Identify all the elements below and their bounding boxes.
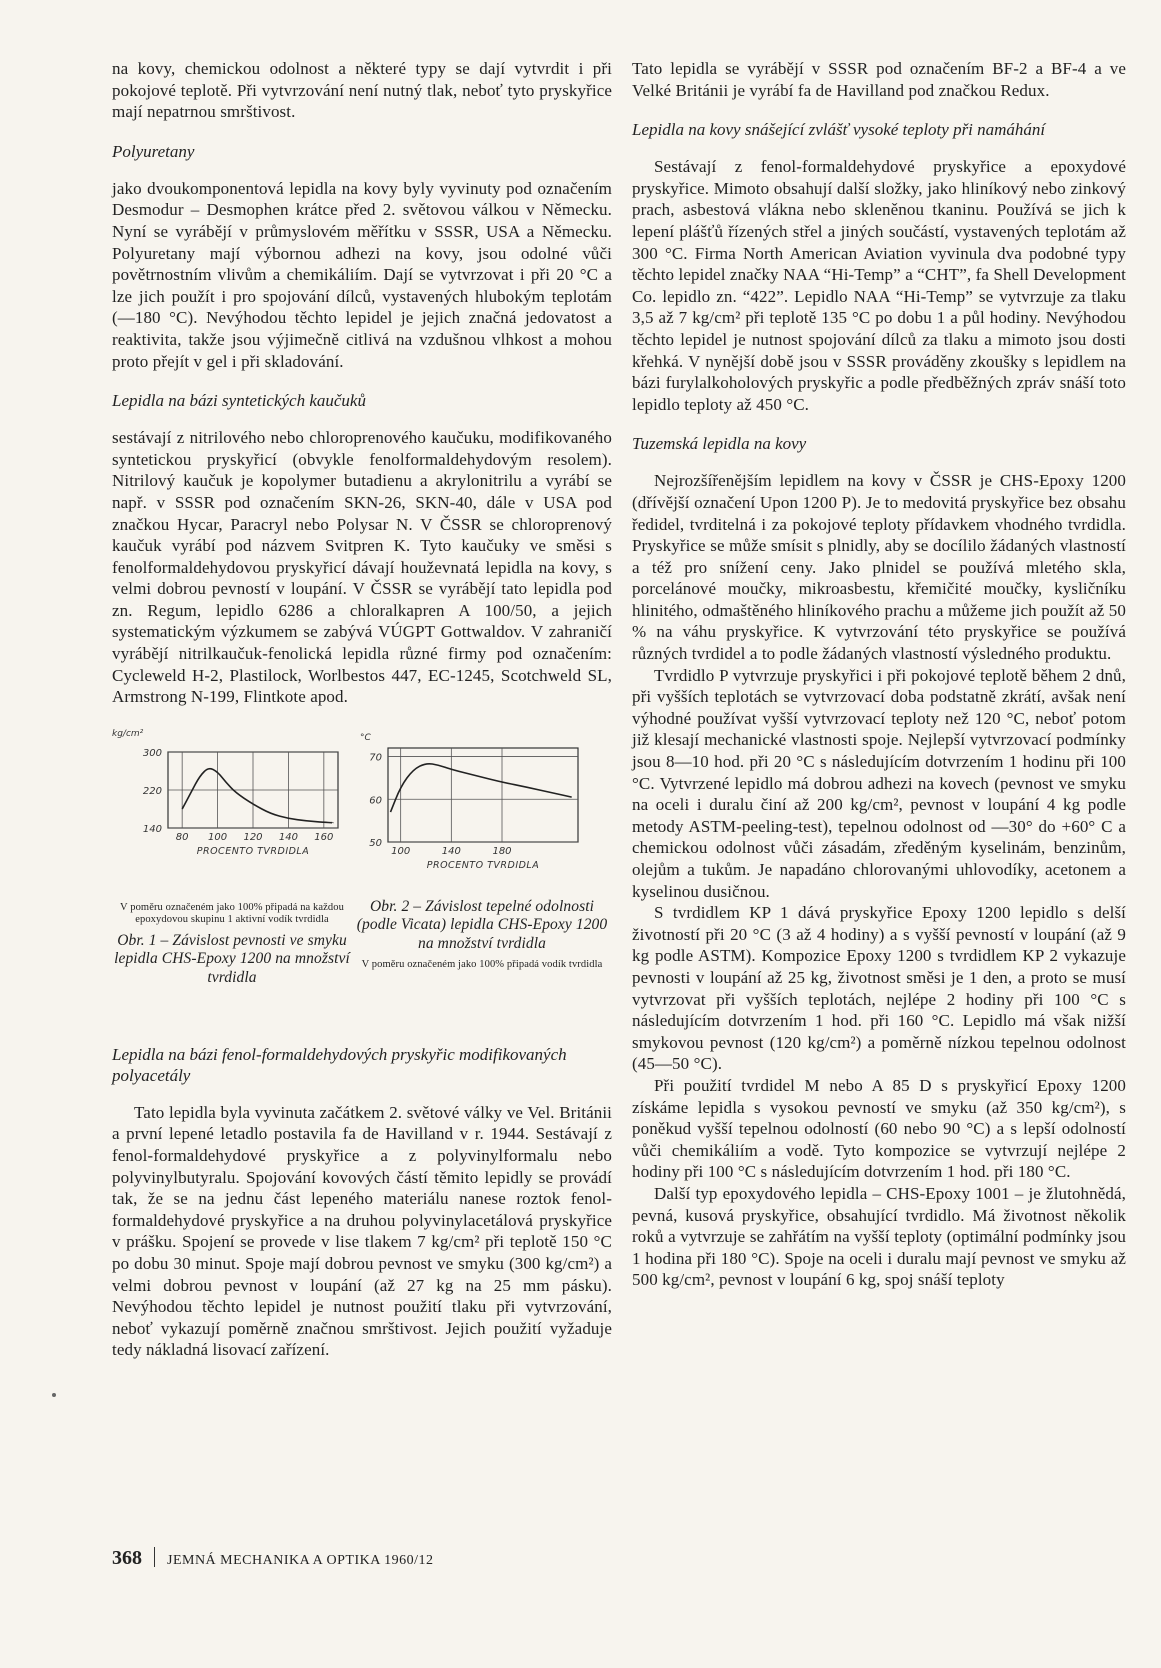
x-tick-label: 180 bbox=[492, 845, 512, 857]
heading-fenol: Lepidla na bázi fenol-formaldehydových pryskyřic modifikovaných polyacetály bbox=[112, 1044, 567, 1085]
y-tick-label: 60 bbox=[369, 795, 382, 807]
x-tick-label: 140 bbox=[278, 831, 298, 843]
paragraph-tuzemska-3: S tvrdidlem KP 1 dává pryskyřice Epoxy 1200 lepidlo s delší životností při 20 °C (3 až 4 hodiny) a s vyšší pevností v loupání (až 9 kg podle ASTM). Kompozice Epoxy 1200 s tvrdidlem KP 2 vykazuje pevnosti v loupání až 25 kg, životnost směsi je 1 den, a proto se musí vytvrzovat při vyšších teplotách, nejlépe 2 hodiny při 100 °C s následujícím dotvrzením 1 hod. při 160 °C. Lepidlo má však nižší smykovou pevnost (120 kg/cm²) a poměrně nízkou tepelnou odolnost (45—50 °C). bbox=[632, 903, 1126, 1074]
figure-1 bbox=[112, 726, 352, 994]
paragraph-tuzemska-5: Další typ epoxydového lepidla – CHS-Epoxy 1001 – je žlutohnědá, pevná, kusová pryskyřice, obsahující tvrdidlo. Má životnost několik roků a vytvrzuje se zahřátím na vyšší teploty (optimální podmínky jsou 1 hodina při 180 °C). Spoje na oceli i duralu mají pevnost ve smyku až 500 kg/cm², pevnost v loupání 6 kg, spoj snáší teploty bbox=[632, 1183, 1126, 1290]
chart-shear-strength bbox=[112, 726, 352, 866]
y-axis-label: kg/cm² bbox=[112, 728, 144, 739]
page-number: 368 bbox=[112, 1547, 142, 1569]
x-axis-label: PROCENTO TVRDIDLA bbox=[196, 845, 310, 857]
x-tick-label: 160 bbox=[314, 831, 334, 843]
plot-frame bbox=[388, 748, 578, 842]
paragraph-fenol: Tato lepidla byla vyvinuta začátkem 2. světové války ve Vel. Británii a první lepené letadlo postavila fa de Havilland v r. 1944. Sestávají z fenol-formaldehydové pryskyřice a z polyvinylformalu nebo polyvinylbutyralu. Spojování kovových částí těmito lepidly se provádí tak, že se na jednu část lepeného materiálu nanese roztok fenol-formaldehydové pryskyřice a na druhou polyvinylacetálová pryskyřice v prášku. Spojení se provede v lise tlakem 7 kg/cm² při teplotě 150 °C po dobu 30 minut. Spoje mají dobrou pevnost ve smyku (300 kg/cm²) a velmi dobrou pevnost v loupání (až 27 kg na 25 mm pásku). Nevýhodou těchto lepidel je nutnost použití tlaku při vytvrzování, neboť vykazují poměrně značnou smrštivost. Jejich použití vyžaduje tedy nákladná lisovací zařízení. bbox=[112, 1102, 612, 1360]
journal-name: JEMNÁ MECHANIKA A OPTIKA 1960/12 bbox=[167, 1553, 434, 1568]
figure-2 bbox=[352, 726, 612, 972]
figure-2-note: V poměru označeném jako 100% připadá vodík tvrdidla bbox=[361, 959, 603, 971]
x-tick-label: 120 bbox=[243, 831, 263, 843]
left-column bbox=[112, 58, 612, 1361]
scan-speck bbox=[52, 1393, 56, 1397]
y-tick-label: 50 bbox=[369, 837, 382, 849]
paragraph-tuzemska-1: Nejrozšířenějším lepidlem na kovy v ČSSR je CHS-Epoxy 1200 (dřívější označení Upon 1200 P). Je to medovitá pryskyřice bez obsahu ředidel, tvrditelná i za pokojové teploty přídavkem vhodného tvrdidla. Pryskyřice se může smísit s plnidly, aby se docílilo žádaných vlastností a též pro snížení ceny. Jako plnidel se používá mletého skla, porcelánové moučky, mikroasbestu, křemičité moučky, kysličníku hlinitého, odmaštěného hliníkového prachu a můžeme jich použít až 50 % na váhu pryskyřice. K vytvrzování této pryskyřice se používá různých tvrdidel a to podle žádaných vlastností výsledného produktu. bbox=[632, 471, 1126, 664]
figure-1-note: V poměru označeném jako 100% připadá na každou epoxydovou skupinu 1 aktivní vodík tvrdidla bbox=[120, 901, 344, 925]
y-tick-label: 140 bbox=[142, 823, 162, 835]
heading-vysoke-teploty: Lepidla na kovy snášející zvlášť vysoké teploty při namáhání bbox=[632, 120, 1046, 140]
paragraph-polyuretany: jako dvoukomponentová lepidla na kovy byly vyvinuty pod označením Desmodur – Desmophen krátce před 2. světovou válkou v Německu. Nyní se vyrábějí v průmyslovém měřítku v SSSR, USA a Německu. Polyuretany mají výbornou adhezi na kovy, jsou odolné vůči povětrnostním vlivům a chemikáliím. Dají se vytvrzovat i při 20 °C a lze jich použít i pro spojování dílců, vystavených hlubokým teplotám (—180 °C). Nevýhodou těchto lepidel je jejich značná jedovatost a reaktivita, takže jsou výjimečně citlivá na vzdušnou vlhkost a mohou proto přejít v gel i při skladování. bbox=[112, 178, 612, 371]
x-tick-label: 100 bbox=[391, 845, 411, 857]
heading-tuzemska: Tuzemská lepidla na kovy bbox=[632, 434, 807, 454]
figure-2-caption: Obr. 2 – Závislost tepelné odolnosti (podle Vicata) lepidla CHS-Epoxy 1200 na množství tvrdidla bbox=[356, 897, 608, 952]
data-line bbox=[182, 769, 333, 823]
chart-heat-resistance bbox=[352, 726, 612, 876]
paragraph-right-intro: Tato lepidla se vyrábějí v SSSR pod označením BF-2 a BF-4 a ve Velké Británii je vyrábí fa de Havilland pod značkou Redux. bbox=[632, 59, 1126, 100]
heading-kauciky: Lepidla na bázi syntetických kaučuků bbox=[112, 391, 366, 411]
data-line bbox=[391, 764, 572, 812]
x-tick-label: 100 bbox=[208, 831, 228, 843]
right-column bbox=[632, 58, 1126, 1291]
figures bbox=[112, 726, 612, 1026]
paragraph-intro: na kovy, chemickou odolnost a některé typy se dají vytvrdit i při pokojové teplotě. Při vytvrzování není nutný tlak, neboť tyto pryskyřice mají nepatrnou smrštivost. bbox=[112, 59, 612, 122]
y-tick-label: 300 bbox=[142, 747, 162, 759]
figure-1-caption: Obr. 1 – Závislost pevnosti ve smyku lepidla CHS-Epoxy 1200 na množství tvrdidla bbox=[114, 931, 350, 986]
x-tick-label: 140 bbox=[441, 845, 461, 857]
paragraph-tuzemska-4: Při použití tvrdidel M nebo A 85 D s pryskyřicí Epoxy 1200 získáme lepidla s vysokou pevností ve smyku (až 350 kg/cm²), s poněkud vyšší tepelnou odolností (60 nebo 90 °C) a s lepší odolností vůči chemikáliím a vodě. Tyto kompozice se vytvrzují nejlépe 2 hodiny při 100 °C s následujícím dotvrzením 1 hod. při 180 °C. bbox=[632, 1075, 1126, 1182]
y-axis-label: °C bbox=[360, 732, 371, 743]
y-tick-label: 220 bbox=[142, 785, 162, 797]
paragraph-kauciky: sestávají z nitrilového nebo chloroprenového kaučuku, modifikovaného syntetickou pryskyřicí (obvykle fenolformaldehydovým resolem). Nitrilový kaučuk je kopolymer butadienu a akrylonitrilu a vyrábí se např. v SSSR pod označením SKN-26, SKN-40, dále v USA pod značkou Hycar, Paracryl nebo Polysar N. V ČSSR se chloroprenový kaučuk vyrábí pod názvem Svitpren K. Tyto kaučuky ve směsi s fenolformaldehydovou pryskyřicí dávají houževnatá lepidla na kovy, s velmi dobrou pevností v loupání. V ČSSR se vyrábějí tato lepidla pod zn. Regum, lepidlo 6286 a chloralkapren A 100/50, a jejich systematickým výzkumem se zabývá VÚGPT Gottwaldov. V zahraničí vyrábějí nitrilkaučuk-fenolická lepidla různé firmy pod označením: Cycleweld H-2, Plastilock, Worlbestos 447, EC-1245, Scotchweld SL, Armstrong N-199, Flintkote apod. bbox=[112, 428, 612, 707]
page-footer bbox=[112, 1547, 433, 1570]
paragraph-vysoke-teploty: Sestávají z fenol-formaldehydové pryskyřice a epoxydové pryskyřice. Mimoto obsahují další složky, jako hliníkový nebo zinkový prach, asbestová vlákna nebo skleněnou tkaninu. Používá se jich k lepení plášťů řízených střel a jiných součástí, vystavených teplotám až 300 °C. Firma North American Aviation vyvinula dva podobné typy těchto lepidel značky NAA “Hi-Temp” a “CHT”, fa Shell Development Co. lepidlo zn. “422”. Lepidlo NAA “Hi-Temp” se vytvrzuje za tlaku 3,5 až 7 kg/cm² při teplotě 135 °C po dobu 1 a půl hodiny. Nevýhodou těchto lepidel je nutnost spojování dílců za tlaku a mimoto jsou dosti křehká. V nynější době jsou v SSSR prováděny zkoušky s lepidlem na bázi furylalkoholových pryskyřic a podle předběžných zpráv snáší toto lepidlo teploty až 450 °C. bbox=[632, 157, 1126, 414]
y-tick-label: 70 bbox=[369, 752, 382, 764]
x-axis-label: PROCENTO TVRDIDLA bbox=[426, 859, 540, 871]
x-tick-label: 80 bbox=[175, 831, 189, 843]
footer-separator bbox=[154, 1547, 155, 1567]
paragraph-tuzemska-2: Tvrdidlo P vytvrzuje pryskyřici i při pokojové teplotě během 2 dnů, při vyšších teplotách se vytvrzovací doba podstatně zkrátí, avšak není výhodné používat vyšší vytvrzovací teploty než 120 °C, neboť potom již klesají mechanické vlastnosti spoje. Nejlepší vytvrzovací podmínky jsou 8—10 hod. při 20 °C s následujícím dotvrzením 1 hodinu při 100 °C. Vytvrzené lepidlo má dobrou adhezi na kovech (pevnost ve smyku na oceli i duralu činí až 200 kg/cm², pevnost v loupání 4 kg podle metody ASTM-peeling-test), tepelnou odolnost od —30° do +60° C a chemickou odolnost vůči zásadám, zředěným kyselinám, benzinům, olejům a tukům. Je napadáno chlorovanými uhlovodíky, acetonem a kyselinou dusičnou. bbox=[632, 665, 1126, 901]
heading-polyuretany: Polyuretany bbox=[112, 141, 195, 161]
